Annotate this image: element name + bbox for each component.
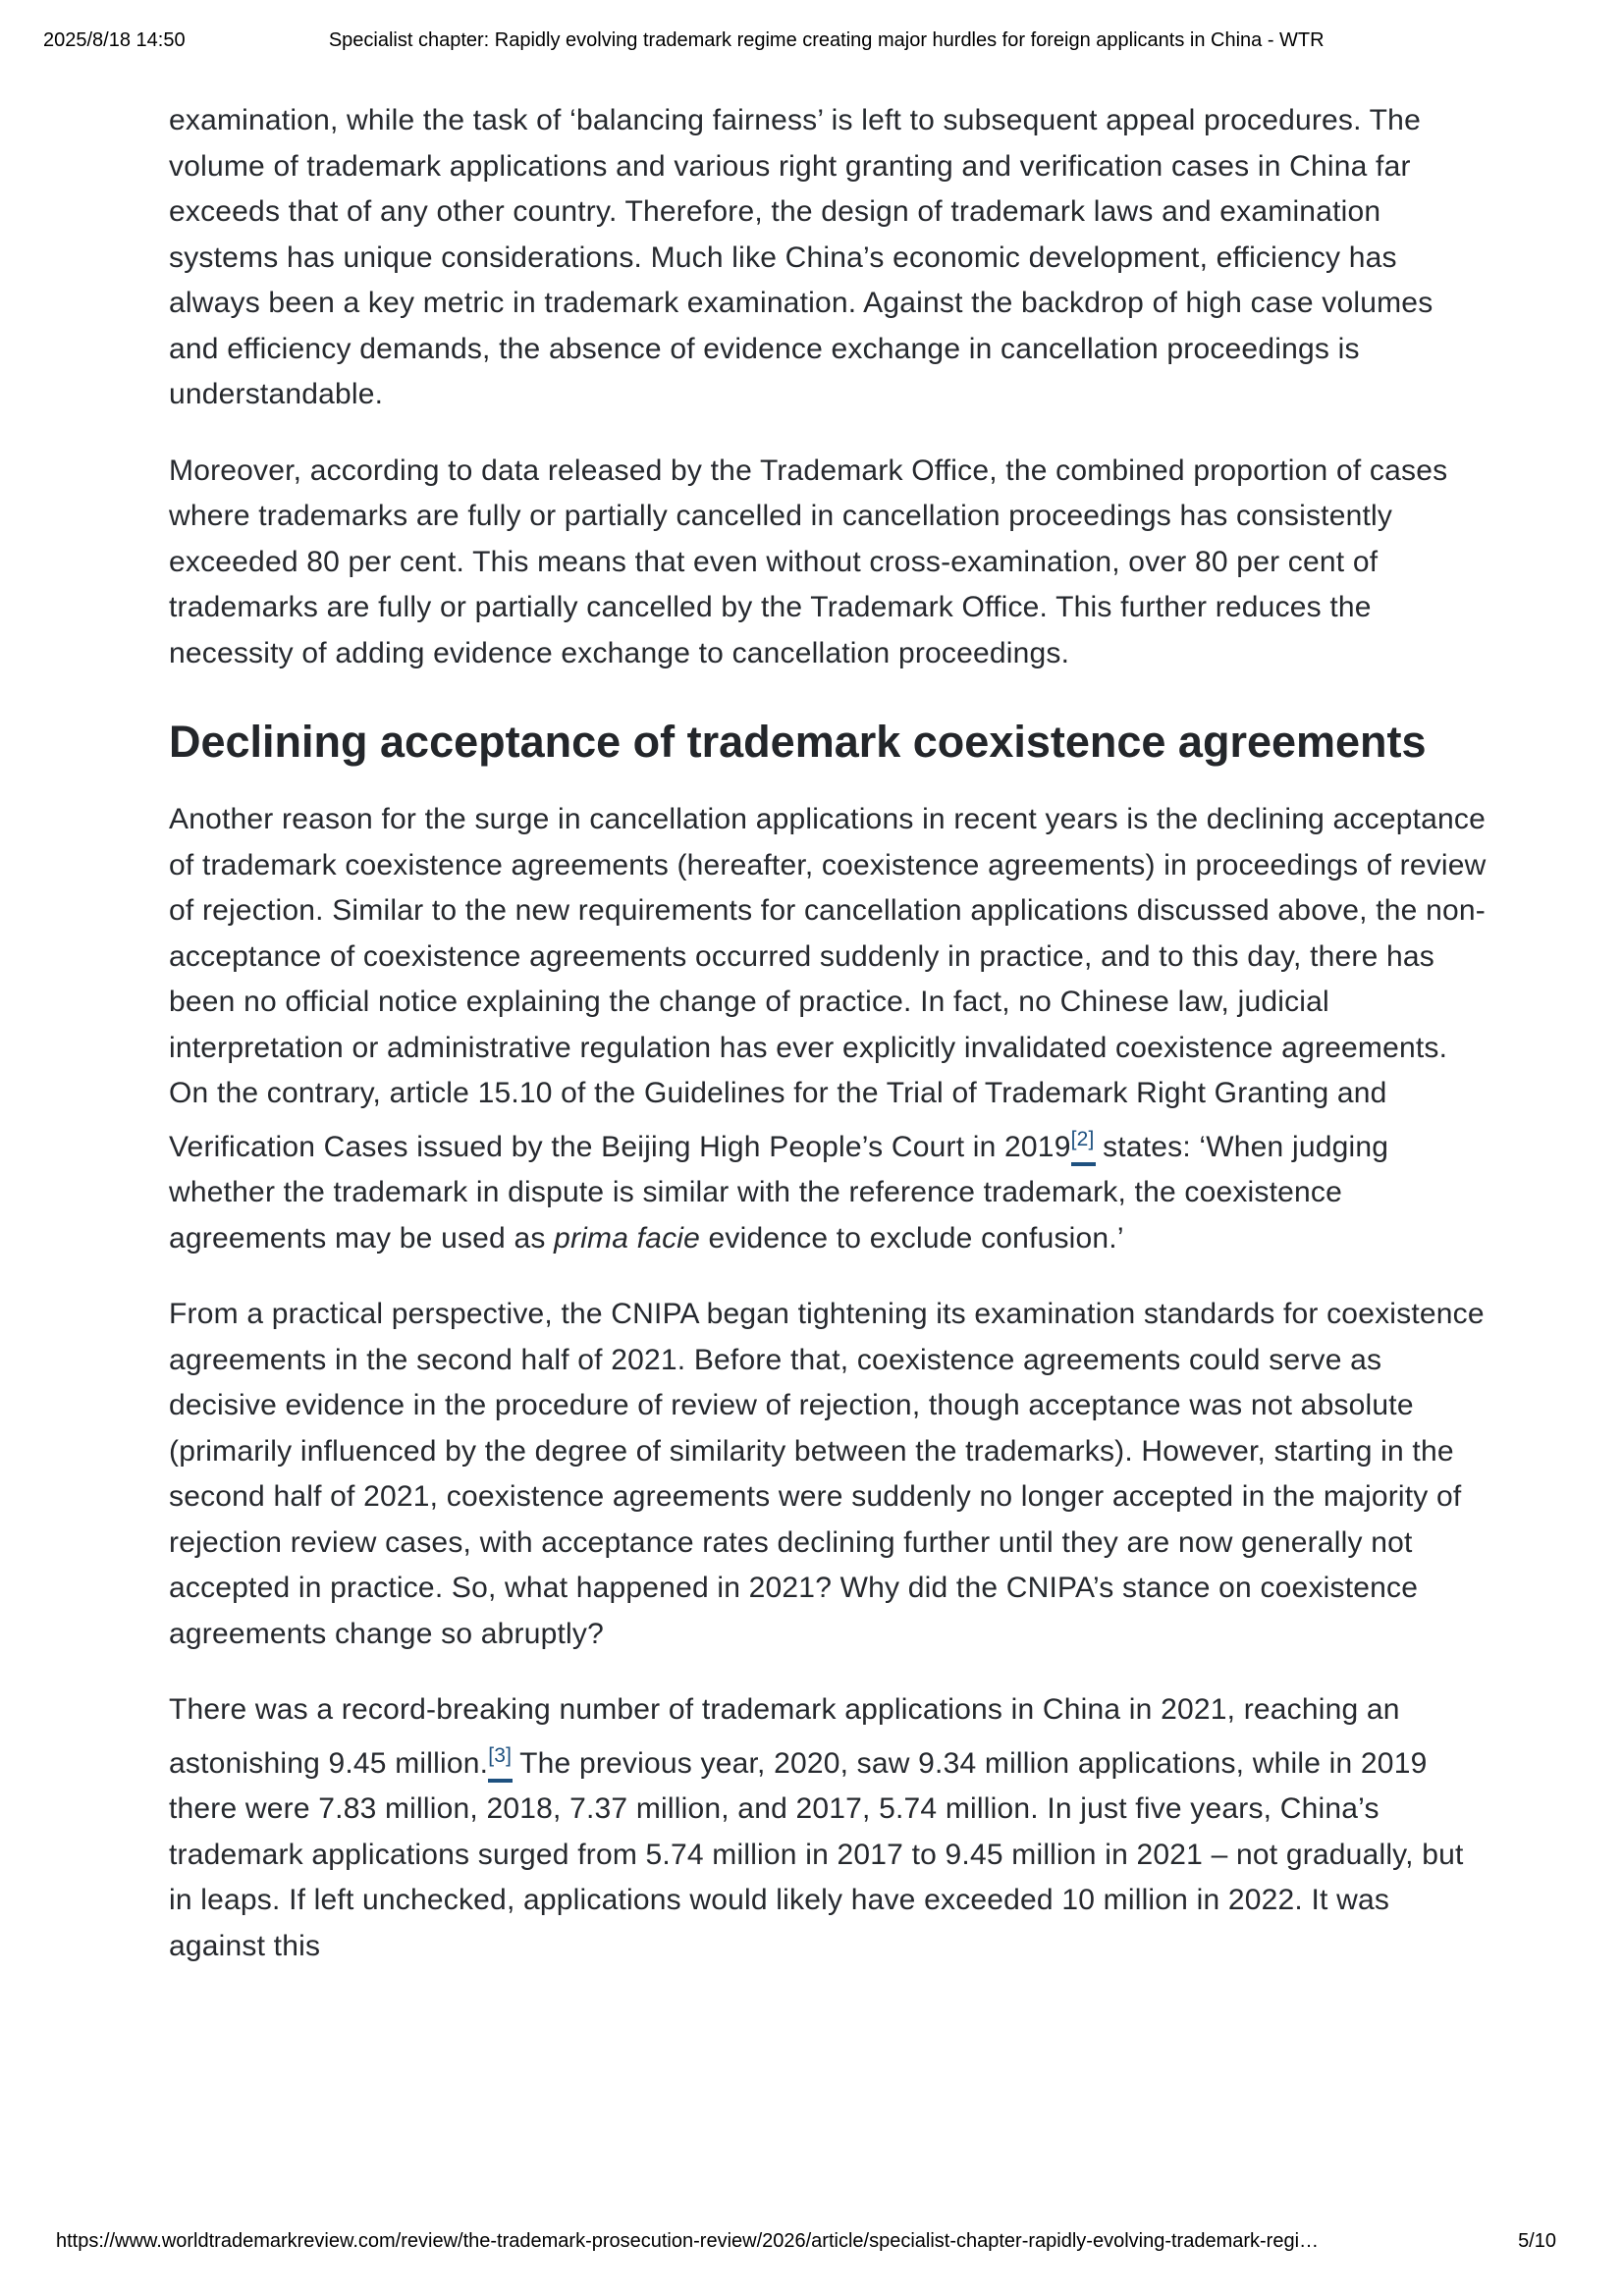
print-datetime: 2025/8/18 14:50: [43, 29, 186, 51]
article-body: [169, 98, 1487, 2000]
paragraph-examination: [169, 98, 1487, 418]
footer-source-url: https://www.worldtrademarkreview.com/review/the-trademark-prosecution-review/2026/article/specialist-chapter-rapidly-evolving-trademark-regi…: [56, 2230, 1320, 2252]
footer-page-number: 5/10: [1518, 2230, 1556, 2252]
text-run: There was a record-breaking number of trademark applications in China in 2021, reaching an astonishing 9.45 million.: [169, 1693, 1400, 1780]
text-run: examination, while the task of ‘balancing fairness’ is left to subsequent appeal procedures. The volume of trademark applications and various right granting and verification cases in China far exceeds that of any other country. Therefore, the design of trademark laws and examination systems has unique considerations. Much like China’s economic development, efficiency has always been a key metric in trademark examination. Against the backdrop of high case volumes and efficiency demands, the absence of evidence exchange in cancellation proceedings is understandable.: [169, 104, 1434, 410]
italic-term: prima facie: [554, 1221, 701, 1255]
text-run: From a practical perspective, the CNIPA began tightening its examination standards for coexistence agreements in the second half of 2021. Before that, coexistence agreements could serve as decisive evidence in the procedure of review of rejection, though acceptance was not absolute (primarily influenced by the degree of similarity between the trademarks). However, starting in the second half of 2021, coexistence agreements were suddenly no longer accepted in the majority of rejection review cases, with acceptance rates declining further until they are now generally not accepted in practice. So, what happened in 2021? Why did the CNIPA’s stance on coexistence agreements change so abruptly?: [169, 1298, 1485, 1650]
paragraph-cnipa-practice: [169, 1292, 1487, 1657]
paragraph-trademark-office-data: [169, 449, 1487, 677]
text-run: Another reason for the surge in cancellation applications in recent years is the declining acceptance of trademark coexistence agreements (hereafter, coexistence agreements) in proceedings of review of rejection. Similar to the new requirements for cancellation applications discussed above, the non-acceptance of coexistence agreements occurred suddenly in practice, and to this day, there has been no official notice explaining the change of practice. In fact, no Chinese law, judicial interpretation or administrative regulation has ever explicitly invalidated coexistence agreements. On the contrary, article 15.10 of the Guidelines for the Trial of Trademark Right Granting and Verification Cases issued by the Beijing High People’s Court in 2019: [169, 803, 1487, 1163]
print-footer: [56, 2230, 1556, 2260]
paragraph-coexistence-agreements: [169, 797, 1487, 1261]
print-header: [0, 29, 1623, 59]
text-run: The previous year, 2020, saw 9.34 million applications, while in 2019 there were 7.83 million, 2018, 7.37 million, and 2017, 5.74 million. In just five years, China’s trademark applications surged from 5.74 million in 2017 to 9.45 million in 2021 – not gradually, but in leaps. If left unchecked, applications would likely have exceeded 10 million in 2022. It was against this: [169, 1746, 1464, 1962]
text-run: Moreover, according to data released by the Trademark Office, the combined proportion of cases where trademarks are fully or partially cancelled in cancellation proceedings has consistently exceeded 80 per cent. This means that even without cross-examination, over 80 per cent of trademarks are fully or partially cancelled by the Trademark Office. This further reduces the necessity of adding evidence exchange to cancellation proceedings.: [169, 454, 1448, 669]
footnote-link[interactable]: [3]: [488, 1743, 513, 1767]
footnote-link[interactable]: [2]: [1070, 1127, 1095, 1150]
paragraph-application-numbers: [169, 1687, 1487, 1969]
text-run: states: ‘When judging whether the trademark in dispute is similar with the reference trademark, the coexistence agreements may be used as: [169, 1130, 1389, 1255]
text-run: evidence to exclude confusion.’: [700, 1221, 1124, 1255]
document-title: Specialist chapter: Rapidly evolving trademark regime creating major hurdles for foreign applicants in China - WTR: [328, 29, 1325, 51]
section-heading: Declining acceptance of trademark coexistence agreements: [169, 717, 1427, 767]
